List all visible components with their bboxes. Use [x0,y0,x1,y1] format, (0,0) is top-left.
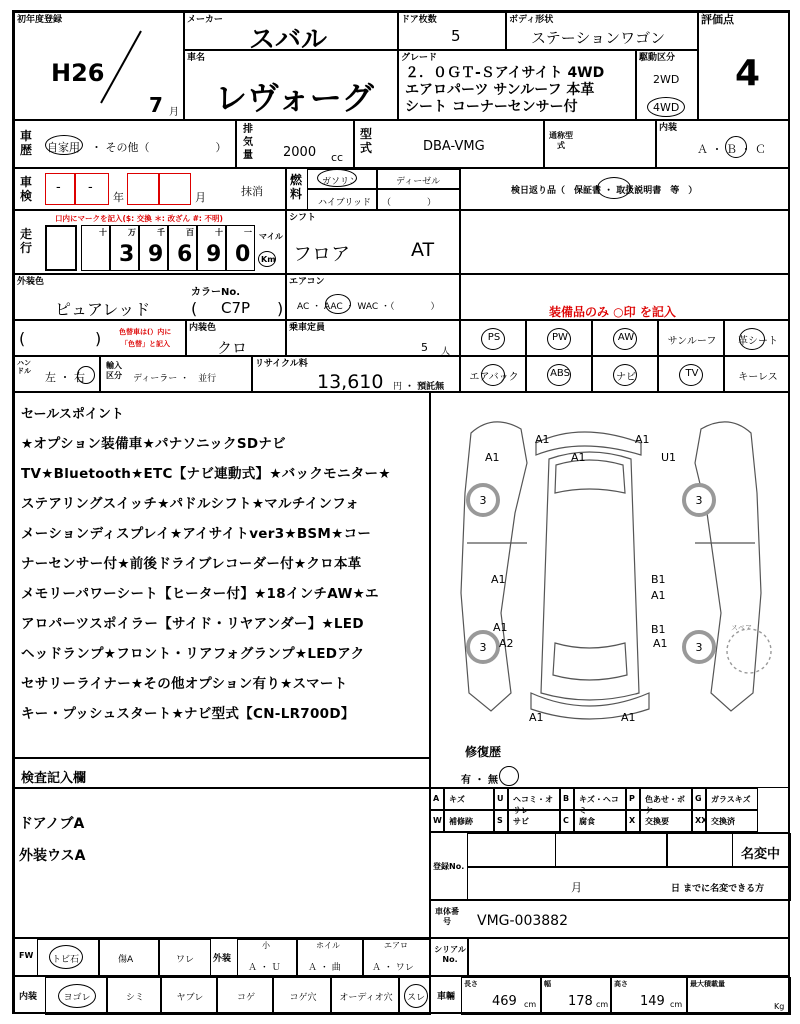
drive-2wd: 2WD [653,73,680,86]
color-change-note-2: 「色替」と記入 [121,340,170,348]
equipment-item-1: PW [526,320,592,356]
first-reg-month: 7 [149,93,163,117]
damage-mark-10: A2 [499,637,514,650]
mileage-digit-4: 十 9 [197,225,226,271]
equipment-header-cell [460,274,790,320]
recycle-unit: 円 [393,382,403,392]
mileage-label: 走行 [19,227,32,255]
ac-cell [286,274,460,320]
height-value: 149 [640,994,665,1009]
fw-item-2: 傷A [118,955,134,965]
vin-value: VMG-003882 [477,913,568,929]
damage-mark-3: A1 [571,451,586,464]
sales-line-1: TV★Bluetooth★ETC【ナビ連動式】★バックモニター★ [21,466,391,482]
aac-circle [325,294,351,314]
ac-value: AC ・ AAC ・ WAC ・（ ） [297,302,440,312]
fuel-diesel-box: ディーゼル [377,169,461,189]
spare-tire-ring [727,629,771,673]
damage-mark-12: A1 [529,711,544,724]
maker-value: スバル [249,25,328,55]
sales-points-text [21,429,431,729]
fuel-label: 燃料 [289,173,302,201]
recycle-deposit: ・ 預託無 [405,382,445,392]
ac-label: エアコン [289,277,325,287]
equipment-item-7: ナビ [592,356,658,392]
registration-month-unit: 月 [571,881,582,894]
shift-cell [286,210,460,274]
import-label: 輸入区分 [106,361,122,380]
registration-cell [430,832,790,900]
score-label: 評価点 [701,13,734,26]
handle-value: 左 ・ 右 [45,371,85,384]
equipment-item-5: エアバック [460,356,526,392]
displacement-value: 2000 [283,145,317,160]
exterior-color-label: 外装色 [17,277,45,287]
interior-damage-label: 内装 [19,992,38,1002]
shift-value: フロア [293,243,351,265]
mileage-digit-1: 万 3 [110,225,139,271]
repair-none-circle [499,766,519,786]
equipment-circle-4 [739,328,765,350]
equipment-item-2: AW [592,320,658,356]
color-no-label: カラーNo. [191,287,241,298]
damage-mark-2: A1 [485,451,500,464]
grade-line-1: ２．０ＧＴ-Ｓアイサイト 4WD [405,65,605,81]
legend-desc-5: 補修跡 [444,810,494,832]
interior-damage-item-6: スレ [399,977,431,1015]
history-cell [14,120,236,168]
first-reg-year: H26 [51,59,105,87]
legend-desc-2: キズ・ヘコミ [574,788,626,810]
legend-desc-3: 色あせ・ボケ [640,788,692,810]
color-no-value: C7P [221,299,251,317]
interior-damage-item-2: ヤブレ [161,977,217,1015]
interior-damage-item-1: シミ [107,977,161,1015]
legend-code-7: C [560,810,574,832]
fw-item-1: トビ石 [52,955,80,965]
interior-color-cell [186,320,286,356]
damage-legend [430,788,790,832]
legend-desc-9: 交換済 [706,810,758,832]
doors-label: ドア枚数 [401,15,437,25]
common-type-cell [544,120,656,168]
capacity-unit: 人 [441,347,451,357]
drive-4wd-circle [647,97,685,117]
equipment-circle-5 [481,364,505,386]
grade-label: グレード [401,53,438,63]
body-cell [506,12,698,50]
legend-code-6: S [494,810,508,832]
interior-grade-label: 内装 [659,123,678,133]
sales-line-3: メーションディスプレイ★アイサイトver3★BSM★コー [21,526,372,542]
width-value: 178 [568,994,593,1009]
fuel-cell [286,168,460,210]
exterior-color-cell [14,274,286,320]
mileage-cell [14,210,286,274]
shift-type: AT [411,239,435,261]
inspection-notes-header [14,758,430,788]
damage-mark-9: B1 [651,623,666,636]
model-value: レヴォーグ [215,79,374,117]
sales-line-2: ステアリングスイッチ★パドルシフト★マルチインフォ [21,496,360,512]
interior-grade-values: Ａ ・ Ｂ ・ Ｃ [697,143,766,156]
mileage-digit-3: 百 6 [168,225,197,271]
legend-desc-8: 交換要 [640,810,692,832]
damage-mark-7: A1 [651,589,666,602]
vin-cell [430,900,790,938]
fuel-gas-circle [317,169,357,187]
equipment-header: 装備品のみ ○印 を記入 [549,305,676,319]
damage-mark-1: A1 [635,433,650,446]
interior-damage-row [14,976,430,1014]
km-label: Km [261,255,276,264]
right-handle-circle [77,366,95,384]
equipment-item-3: サンルーフ [658,320,724,356]
mileage-mark-box [45,225,77,271]
mileage-digit-5: 一 0 [226,225,255,271]
type-cell [354,120,544,168]
inspection-year-unit: 年 [113,191,124,204]
registration-day-text: 日 までに名変できる方 [671,884,765,894]
length-value: 469 [492,994,517,1009]
color-change-note-1: 色替車は(）内に [119,328,172,336]
inspection-month-unit: 月 [195,191,206,204]
damage-mark-6: B1 [651,573,666,586]
tobiishi-circle [49,945,83,969]
equipment-item-6: ABS [526,356,592,392]
recycle-cell [252,356,460,392]
capacity-label: 乗車定員 [289,323,326,333]
interior-circle-0 [58,984,96,1008]
equipment-circle-1 [547,328,571,350]
equipment-item-4: 革シート [724,320,790,356]
fuel-gas-box: ガソリン [307,169,377,189]
sales-points-cell [14,392,430,758]
inspection-note-1: ドアノブA [19,816,85,832]
inspection-year-box-1: - [45,173,75,205]
vin-label: 車体番号 [435,907,459,926]
tire-value-1: 3 [695,494,703,507]
accessories-cell [460,168,790,210]
common-type-label: 通称型式 [549,131,573,150]
serial-cell [430,938,790,976]
legend-desc-0: キズ [444,788,494,810]
legend-desc-6: サビ [508,810,560,832]
color-change-cell: ( ) 色替車は(）内に 「色替」と記入 [14,320,186,356]
damage-mark-13: A1 [621,711,636,724]
repair-history-value: 有 ・ 無 [461,775,498,786]
legend-code-3: P [626,788,640,810]
inspection-notes-cell [14,788,430,938]
displacement-unit: cc [331,151,344,164]
damage-mark-4: U1 [661,451,677,464]
import-cell [100,356,252,392]
displacement-label: 排気量 [243,124,253,161]
displacement-cell [236,120,354,168]
private-use-circle [45,135,83,155]
grade-cell [398,50,636,120]
inspection-year-box-2: - [75,173,109,205]
km-circle [258,251,276,267]
inspection-label: 車検 [19,175,32,203]
sales-line-9: キー・プッシュスタート★ナビ型式【CN-LR700D】 [21,706,355,722]
equipment-circle-8 [679,364,703,386]
equipment-item-0: PS [460,320,526,356]
mile-label: マイル [259,232,283,241]
equipment-circle-6 [547,364,571,386]
fw-label: FW [19,951,34,960]
capacity-value: 5 [421,341,428,354]
fuel-other-box: （ ） [377,189,461,211]
sales-line-0: ★オプション装備車★パナソニックSDナビ [21,436,286,452]
legend-code-2: B [560,788,574,810]
damage-mark-8: A1 [493,621,508,634]
serial-label: シリアルNo. [434,945,466,964]
drive-4wd: 4WD [653,101,680,114]
capacity-cell [286,320,460,356]
legend-code-1: U [494,788,508,810]
body-value: ステーションワゴン [531,29,666,47]
sales-points-label: セールスポイント [21,407,124,422]
sales-line-7: ヘッドランプ★フロント・リアフォグランプ★LEDアク [21,646,365,662]
grade-line-3: シート コーナーセンサー付 [405,99,578,115]
inspection-note-2: 外装ウスA [19,848,86,864]
sales-line-6: アロパーツスポイラー【サイド・リヤアンダー】★LED [21,616,364,632]
sales-line-8: セサリーライナー★その他オプション有り★スマート [21,676,348,692]
inspection-cell [14,168,286,210]
tire-value-3: 3 [695,641,703,654]
tire-value-0: 3 [479,494,487,507]
legend-code-5: W [430,810,444,832]
accessories-blank [460,210,790,274]
spare-label: スペア [731,624,752,632]
drive-label: 駆動区分 [639,53,676,63]
first-registration-cell [14,12,184,120]
inspection-none: 抹消 [241,185,263,198]
legend-code-9: XX [692,810,706,832]
damage-mark-0: A1 [535,433,550,446]
sales-line-4: ナーセンサー付★前後ドライブレコーダー付★クロ本革 [21,556,362,572]
interior-color-value: クロ [217,339,248,357]
mileage-note: 口内にマークを記入($: 交換 ＊: 改ざん #: 不明) [55,214,223,223]
type-label: 型式 [359,127,372,155]
legend-code-8: X [626,810,640,832]
history-value: 自家用 ・ その他（ ） [47,141,227,154]
inspection-month-box-1 [127,173,159,205]
repair-history-label: 修復歴 [465,745,502,759]
mileage-digit-0: 十 [81,225,110,271]
interior-damage-item-0: ヨゴレ [45,977,107,1015]
car-diagram [431,393,791,733]
equipment-circle-7 [613,364,637,386]
slash-mark [95,27,145,107]
score-cell [698,12,790,120]
color-no-bracket-r: ) [277,299,284,318]
inspection-notes-label: 検査記入欄 [21,771,87,786]
type-value: DBA-VMG [423,139,485,154]
recycle-value: 13,610 [317,371,384,393]
warranty-circle [597,177,631,199]
exterior-small-label: 外装 [213,954,232,964]
fuel-hybrid-box: ハイブリッド [307,189,377,211]
accessories-text: 検日返り品（ 保証書 ・ 取扱説明書 等 ） [511,186,698,196]
damage-mark-5: A1 [491,573,506,586]
doors-cell [398,12,506,50]
maker-cell [184,12,398,55]
equipment-item-9: キーレス [724,356,790,392]
equipment-grid [460,320,790,392]
tire-value-2: 3 [479,641,487,654]
interior-damage-item-3: コゲ [217,977,273,1015]
legend-desc-7: 腐食 [574,810,626,832]
equipment-circle-0 [481,328,505,350]
legend-desc-4: ガラスキズ [706,788,758,810]
registration-label: 登録No. [433,862,465,871]
drive-cell [636,50,698,120]
dims-label: 車輛 [437,992,456,1002]
body-label: ボディ形状 [509,15,554,25]
maker-label: メーカー [187,15,223,25]
interior-grade-cell [656,120,790,168]
sales-line-5: メモリーパワーシート【ヒーター付】★18インチAW★エ [21,586,379,602]
auction-sheet [12,10,790,1014]
score-value: 4 [735,53,761,94]
bottom-row-1: FW トビ石 傷A ワレ 外装 小 Ａ ・ Ｕ ホイル Ａ ・ 曲 エアロ Ａ ・ ワレ [14,938,430,976]
shift-label: シフト [289,213,317,223]
interior-grade-b-circle [725,136,747,158]
legend-code-4: G [692,788,706,810]
history-label: 車歴 [19,129,32,157]
mileage-digit-2: 千 9 [139,225,168,271]
interior-damage-item-5: オーディオ穴 [331,977,399,1015]
legend-desc-1: ヘコミ・オサレ [508,788,560,810]
legend-code-0: A [430,788,444,810]
fw-item-3: ワレ [176,955,195,965]
handle-label: ハンドル [17,359,31,375]
grade-line-2: エアロパーツ サンルーフ 本革 [405,82,595,98]
exterior-color-value: ピュアレッド [55,300,151,319]
interior-circle-6 [404,984,428,1008]
model-label: 車名 [187,53,206,63]
inspection-month-box-2 [159,173,191,205]
interior-color-label: 内装色 [189,323,217,333]
recycle-label: リサイクル料 [255,359,308,369]
color-no-bracket-l: ( [191,299,198,318]
interior-damage-item-4: コゲ穴 [273,977,331,1015]
damage-diagram-cell [430,392,790,788]
doors-value: 5 [451,27,461,45]
model-cell [184,50,398,120]
import-value: ディーラー ・ 並行 [133,374,217,384]
handle-cell [14,356,100,392]
name-change-label: 名変中 [741,847,781,862]
first-reg-month-unit: 月 [169,107,179,118]
equipment-circle-2 [613,328,637,350]
dimensions-cell: 車輛 長さ 469 cm 幅 178 cm 高さ 149 cm 最大積載量 Kg [430,976,790,1014]
damage-mark-11: A1 [653,637,668,650]
first-reg-label: 初年度登録 [17,15,63,25]
equipment-item-8: TV [658,356,724,392]
